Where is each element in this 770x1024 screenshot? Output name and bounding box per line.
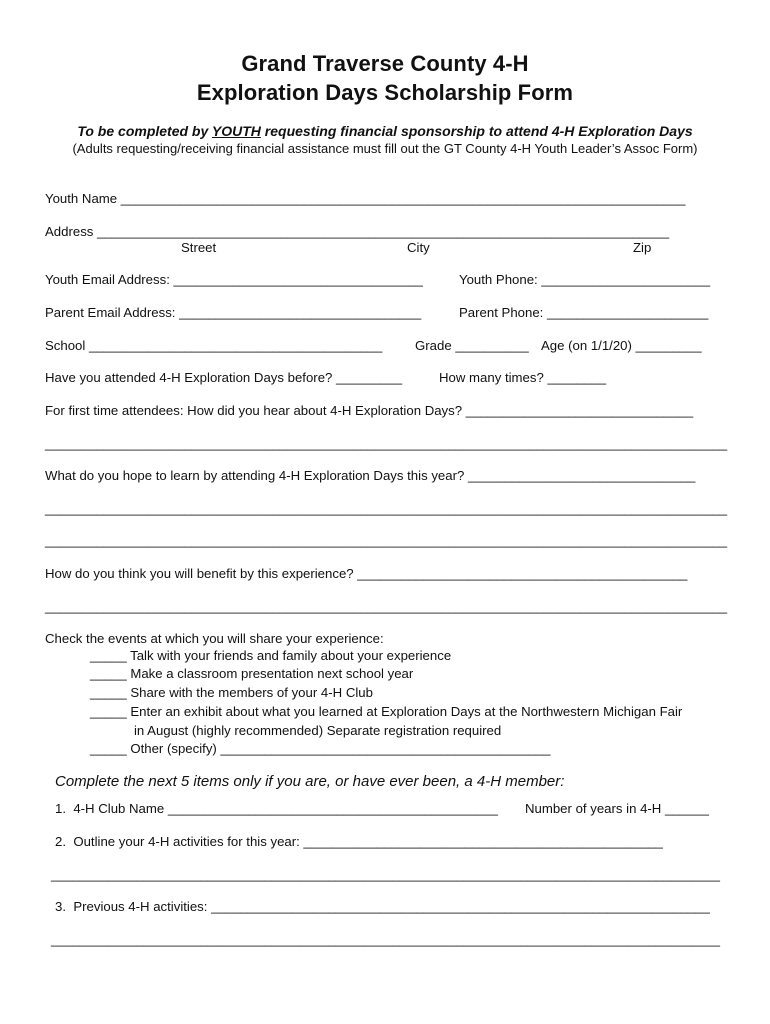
previous-activities-line[interactable]: ______________________________________________________________________________________________ xyxy=(51,932,720,947)
city-label: City xyxy=(407,240,430,255)
benefit-question[interactable]: How do you think you will benefit by this experience? _____________________________________________ xyxy=(45,566,688,581)
benefit-answer-line[interactable]: _____________________________________________________________________________________________ xyxy=(45,599,728,614)
share-item-talk[interactable]: _____ Talk with your friends and family about your experience xyxy=(90,648,452,663)
youth-phone-field[interactable]: Youth Phone: _______________________ xyxy=(459,272,711,287)
grade-field[interactable]: Grade __________ xyxy=(415,338,529,353)
outline-activities-field[interactable]: 2. Outline your 4-H activities for this year: _________________________________________________ xyxy=(55,834,663,849)
age-field[interactable]: Age (on 1/1/20) _________ xyxy=(541,338,702,353)
youth-email-field[interactable]: Youth Email Address: __________________________________ xyxy=(45,272,423,287)
instruction-line xyxy=(0,123,770,139)
attended-before-field[interactable]: Have you attended 4-H Exploration Days before? _________ xyxy=(45,370,403,385)
parent-email-field[interactable]: Parent Email Address: _________________________________ xyxy=(45,305,422,320)
instruction-after: requesting financial sponsorship to attend 4-H Exploration Days xyxy=(260,123,693,139)
first-time-answer-line[interactable]: _____________________________________________________________________________________________ xyxy=(45,436,728,451)
share-item-exhibit-cont: in August (highly recommended) Separate registration required xyxy=(90,723,502,738)
share-heading: Check the events at which you will share your experience: xyxy=(45,631,384,646)
hope-learn-question[interactable]: What do you hope to learn by attending 4-H Exploration Days this year? _______________________________ xyxy=(45,468,696,483)
street-label: Street xyxy=(181,240,217,255)
share-item-exhibit[interactable]: _____ Enter an exhibit about what you learned at Exploration Days at the Northwestern Michigan Fair xyxy=(90,704,683,719)
adult-note: (Adults requesting/receiving financial assistance must fill out the GT County 4-H Youth Leader’s Assoc Form) xyxy=(72,141,698,156)
years-in-4h-field[interactable]: Number of years in 4-H ______ xyxy=(525,801,709,816)
instruction-emphasis: YOUTH xyxy=(211,123,261,139)
zip-label: Zip xyxy=(633,240,652,255)
address-field[interactable]: Address ______________________________________________________________________________ xyxy=(45,224,670,239)
school-field[interactable]: School ________________________________________ xyxy=(45,338,383,353)
youth-name-field[interactable]: Youth Name _____________________________________________________________________________ xyxy=(45,191,686,206)
first-time-question[interactable]: For first time attendees: How did you hear about 4-H Exploration Days? _______________________________ xyxy=(45,403,694,418)
share-item-club[interactable]: _____ Share with the members of your 4-H Club xyxy=(90,685,373,700)
hope-learn-answer-line-1[interactable]: _____________________________________________________________________________________________ xyxy=(45,501,728,516)
instruction-before: To be completed by xyxy=(77,123,212,139)
share-item-classroom[interactable]: _____ Make a classroom presentation next school year xyxy=(90,666,414,681)
parent-phone-field[interactable]: Parent Phone: ______________________ xyxy=(459,305,709,320)
how-many-times-field[interactable]: How many times? ________ xyxy=(439,370,607,385)
share-item-other[interactable]: _____ Other (specify) _____________________________________________ xyxy=(90,741,551,756)
form-title-line1: Grand Traverse County 4-H xyxy=(241,51,529,76)
outline-activities-line[interactable]: ______________________________________________________________________________________________ xyxy=(51,867,720,882)
club-name-field[interactable]: 1. 4-H Club Name _____________________________________________ xyxy=(55,801,498,816)
previous-activities-field[interactable]: 3. Previous 4-H activities: ____________________________________________________________________ xyxy=(55,899,710,914)
hope-learn-answer-line-2[interactable]: _____________________________________________________________________________________________ xyxy=(45,533,728,548)
member-section-heading: Complete the next 5 items only if you are, or have ever been, a 4-H member: xyxy=(55,773,565,790)
form-title-line2: Exploration Days Scholarship Form xyxy=(196,80,574,105)
